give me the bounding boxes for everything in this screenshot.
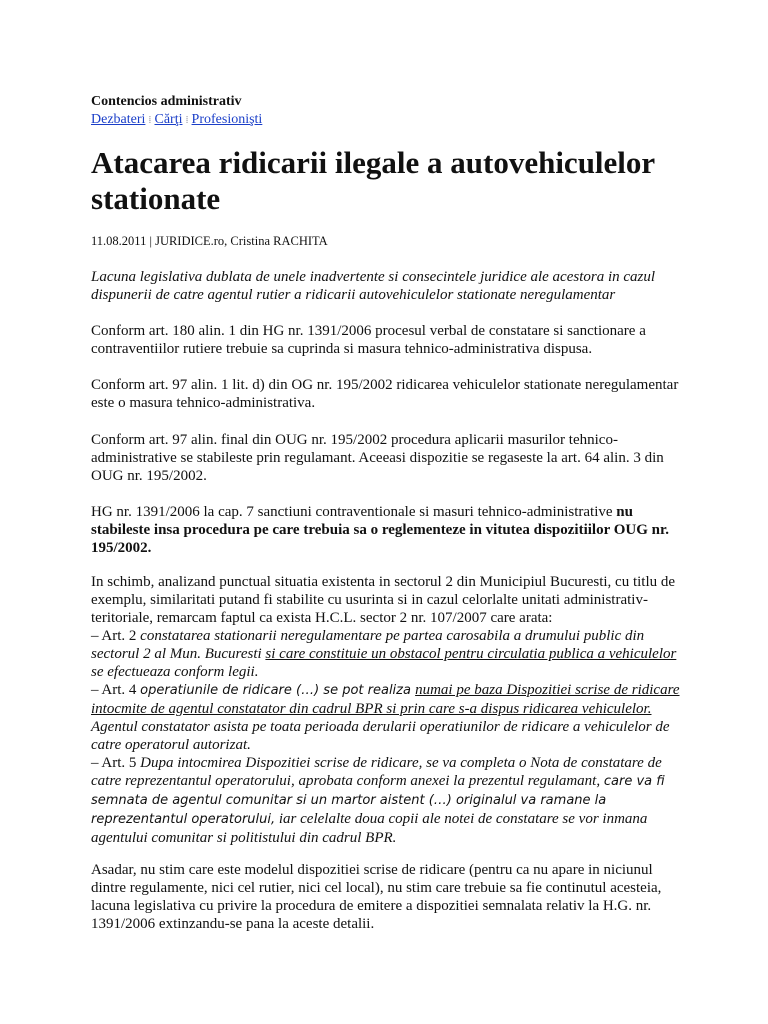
paragraph-hg-1391-bold: nu stabileste insa procedura pe care trebuia sa o reglementeze in vitutea dispozitiilor OUG nr. 195/2002. bbox=[91, 504, 670, 556]
tag-link-carti[interactable]: Cărţi bbox=[154, 112, 183, 127]
art5-text-3: iar celelalte doua copii ale notei de constatare se vor inmana agentului comunitar si politistului din cadrul BPR. bbox=[91, 811, 648, 846]
paragraph-hcl-sector-2 bbox=[91, 573, 683, 847]
tag-link-dezbateri[interactable]: Dezbateri bbox=[91, 112, 146, 127]
article-lead: Lacuna legislativa dublata de unele inadvertente si consecintele juridice ale acestora in cazul dispunerii de catre agentul rutier a ridicarii autovehiculelor stationate neregulamentar bbox=[91, 269, 656, 303]
tag-links bbox=[91, 112, 262, 128]
art5-text-1: Dupa intocmirea Dispozitiei scrise de ridicare, se va completa o Nota de constatare de catre reprezentantul operatorului, aprobata conform anexei la prezentul regulamant, bbox=[91, 755, 662, 789]
art4-text: operatiunile de ridicare (…) se pot realiza bbox=[140, 683, 416, 698]
article-title: Atacarea ridicarii ilegale a autovehiculelor stationate bbox=[91, 145, 655, 216]
category-label: Contencios administrativ bbox=[91, 94, 242, 109]
paragraph-conclusion: Asadar, nu stim care este modelul dispozitiei scrise de ridicare (pentru ca nu apare in niciunul dintre regulamente, nici cel rutier, nici cel local), nu stim care trebuie sa fie continutul acesteia, lacuna legislativa cu privire la procedura de emitere a dispozitiei semnalata relativ la H.G. nr. 1391/2006 extinzandu-se pana la aceste detalii. bbox=[91, 862, 662, 932]
hcl-intro: In schimb, analizand punctual situatia existenta in sectorul 2 din Municipiul Bucuresti, cu titlu de exemplu, similaritati putand fi stabilite cu usurinta si in cazul celorlalte unitati administrativ-teritoriale, remarcam faptul ca exista H.C.L. sector 2 nr. 107/2007 care arata: bbox=[91, 574, 676, 626]
art4-underlined: numai pe baza Dispozitiei scrise de ridicare intocmite de agentul constatator din cadrul BPR si prin care s-a dispus ridicarea vehiculelor. bbox=[91, 682, 680, 717]
tag-link-profesionisti[interactable]: Profesionişti bbox=[191, 112, 263, 127]
art2-text: constatarea stationarii neregulamentare pe partea carosabila a drumului public din sectorul 2 al Mun. Bucuresti bbox=[91, 628, 645, 662]
paragraph-art-97-lit-d: Conform art. 97 alin. 1 lit. d) din OG nr. 195/2002 ridicarea vehiculelor stationate neregulamentar este o masura tehnico-administrativa. bbox=[91, 377, 679, 411]
tag-separator: ⁞ bbox=[148, 114, 152, 126]
art4-prefix: – Art. 4 bbox=[91, 682, 141, 698]
paragraph-hg-1391-text: HG nr. 1391/2006 la cap. 7 sanctiuni contraventionale si masuri tehnico-administrative bbox=[91, 504, 617, 520]
art5-text-2: care va fi semnata de agentul comunitar si un martor aistent (…) originalul va ramane la reprezentantul operatorului, bbox=[91, 774, 665, 827]
art4-tail: Agentul constatator asista pe toata perioada derularii operatiunilor de ridicare a vehiculelor de catre operatorul autorizat. bbox=[91, 719, 670, 753]
art5-prefix: – Art. 5 bbox=[91, 755, 141, 771]
art2-underlined: si care constituie un obstacol pentru circulatia publica a vehiculelor bbox=[265, 646, 677, 662]
article-byline: 11.08.2011 | JURIDICE.ro, Cristina RACHITA bbox=[91, 234, 328, 248]
paragraph-art-97-final: Conform art. 97 alin. final din OUG nr. 195/2002 procedura aplicarii masurilor tehnico-administrative se stabileste prin regulamant. Aceeasi dispozitie se regaseste la art. 64 alin. 3 din OUG nr. 195/2002. bbox=[91, 432, 664, 484]
art2-tail: se efectueaza conform legii. bbox=[91, 664, 259, 680]
paragraph-hg-1391 bbox=[91, 503, 683, 557]
tag-separator: ⁞ bbox=[185, 114, 189, 126]
art2-prefix: – Art. 2 bbox=[91, 628, 141, 644]
paragraph-art-180: Conform art. 180 alin. 1 din HG nr. 1391/2006 procesul verbal de constatare si sanctionare a contraventiilor rutiere trebuie sa cuprinda si masura tehnico-administrativa dispusa. bbox=[91, 323, 646, 357]
